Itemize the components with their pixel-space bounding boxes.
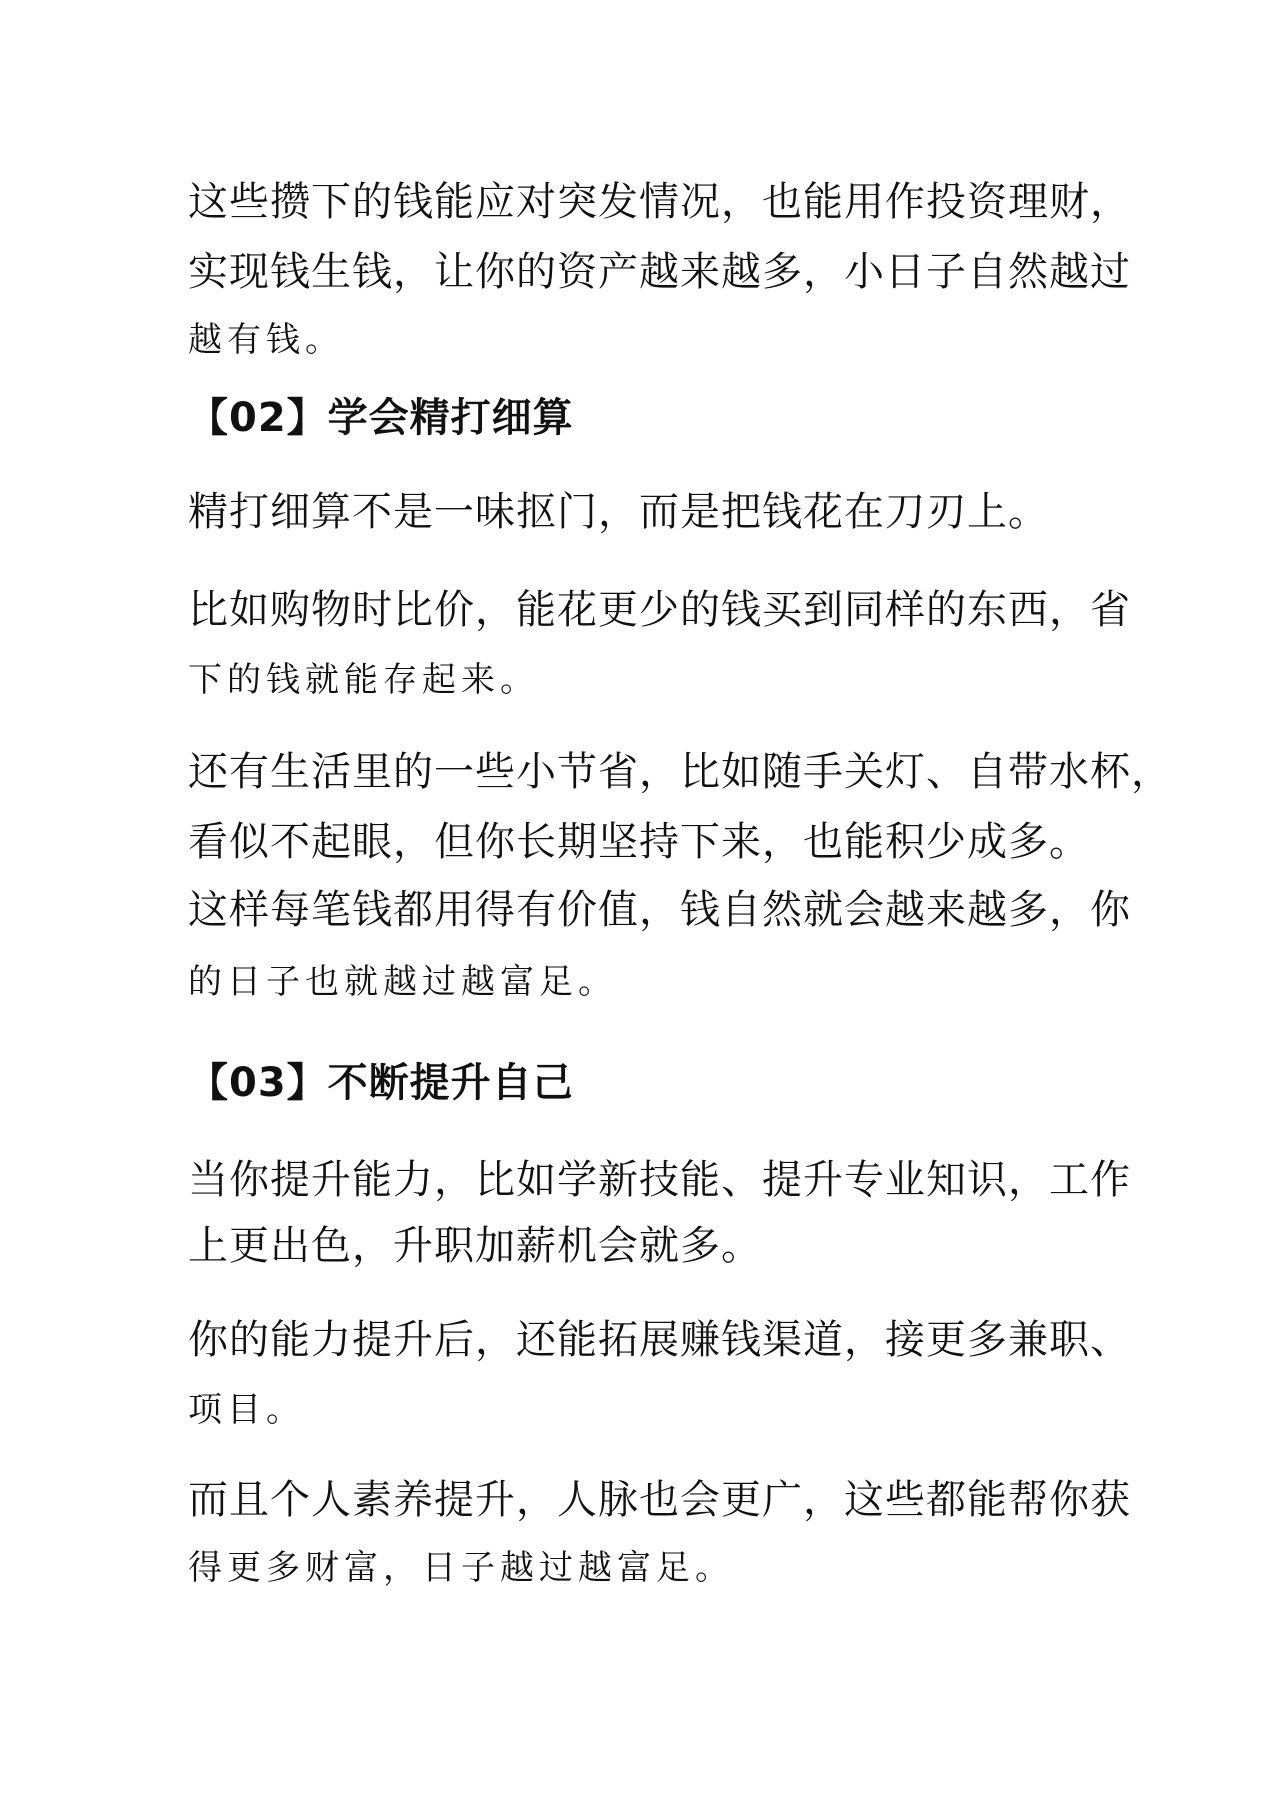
text-line: 你的能力提升后，还能拓展赚钱渠道，接更多兼职、 [188,1317,1131,1363]
text-line: 精打细算不是一味抠门，而是把钱花在刀刃上。 [188,489,1049,535]
text-line: 这样每笔钱都用得有价值，钱自然就会越来越多，你 [188,887,1131,933]
paragraph-compare-prices [188,587,1131,700]
text-line: 上更出色，升职加薪机会就多。 [188,1223,762,1269]
section-title: 【03】不断提升自己 [188,1060,574,1106]
paragraph-small-savings [188,749,1172,1002]
paragraph-expand-income [188,1317,1131,1430]
text-line: 得更多财富，日子越过越富足。 [188,1548,734,1588]
text-line: 项目。 [188,1390,305,1430]
text-line: 看似不起眼，但你长期坚持下来，也能积少成多。 [188,819,1090,865]
text-line: 下的钱就能存起来。 [188,660,539,700]
text-line: 的日子也就越过越富足。 [188,962,617,1002]
text-line: 当你提升能力，比如学新技能、提升专业知识，工作 [188,1157,1131,1203]
text-line: 越有钱。 [188,320,344,360]
text-line: 而且个人素养提升，人脉也会更广，这些都能帮你获 [188,1477,1131,1523]
paragraph-frugal-definition [188,489,1088,535]
section-heading-02 [188,395,1088,441]
text-line: 这些攒下的钱能应对突发情况，也能用作投资理财， [188,179,1131,225]
paragraph-savings-uses [188,179,1131,360]
text-line: 实现钱生钱，让你的资产越来越多，小日子自然越过 [188,249,1131,295]
section-heading-03 [188,1060,1088,1106]
text-line: 还有生活里的一些小节省，比如随手关灯、自带水杯， [188,749,1172,795]
paragraph-improve-ability [188,1157,1131,1269]
paragraph-personal-quality [188,1477,1131,1588]
section-title: 【02】学会精打细算 [188,395,574,441]
text-line: 比如购物时比价，能花更少的钱买到同样的东西，省 [188,587,1131,633]
